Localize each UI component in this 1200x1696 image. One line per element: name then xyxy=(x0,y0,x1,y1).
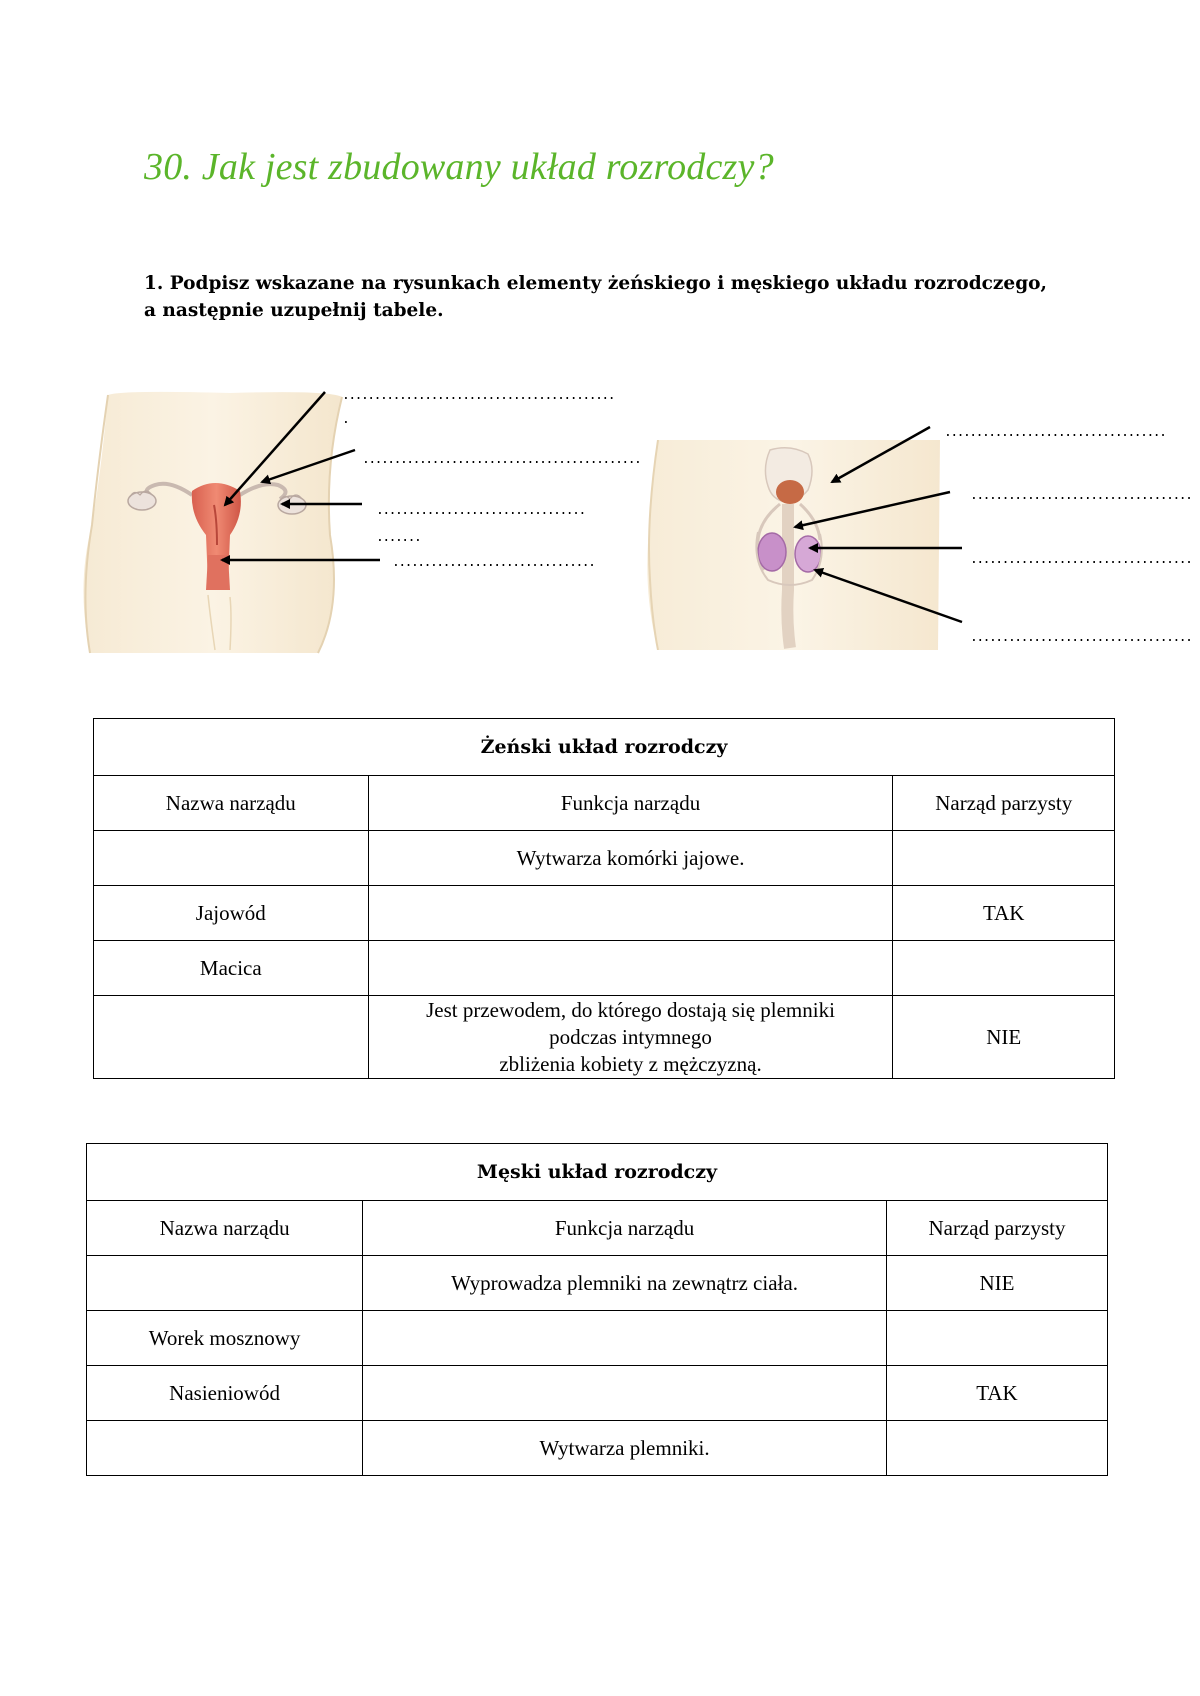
table-row xyxy=(94,886,1115,941)
table-row xyxy=(94,941,1115,996)
table-cell[interactable] xyxy=(363,1311,887,1366)
header-paired-organ: Narząd parzysty xyxy=(886,1201,1107,1256)
female-label-blank-3-cont: ....... xyxy=(376,530,421,545)
header-organ-function: Funkcja narządu xyxy=(363,1201,887,1256)
female-label-blank-2[interactable]: ............................................ xyxy=(362,452,641,467)
female-label-blank-3[interactable]: ................................. xyxy=(376,503,585,518)
cell-line: podczas intymnego xyxy=(549,1024,712,1049)
header-organ-name: Nazwa narządu xyxy=(94,776,369,831)
table-cell[interactable]: Wytwarza komórki jajowe. xyxy=(368,831,893,886)
table-cell[interactable] xyxy=(368,886,893,941)
table-cell[interactable] xyxy=(94,831,369,886)
table-cell[interactable] xyxy=(368,941,893,996)
table-cell[interactable]: Worek mosznowy xyxy=(87,1311,363,1366)
table-cell[interactable]: Jajowód xyxy=(94,886,369,941)
table-cell[interactable]: Nasieniowód xyxy=(87,1366,363,1421)
cell-line: zbliżenia kobiety z mężczyzną. xyxy=(499,1051,762,1076)
table-row xyxy=(87,1366,1108,1421)
male-label-blank-1[interactable]: ................................... xyxy=(944,425,1166,440)
female-label-blank-1-cont: . xyxy=(342,412,349,427)
header-paired-organ: Narząd parzysty xyxy=(893,776,1115,831)
table-row xyxy=(87,1421,1108,1476)
instruction-line-2: a następnie uzupełnij tabele. xyxy=(144,300,444,321)
worksheet-title: 30. Jak jest zbudowany układ rozrodczy? xyxy=(144,146,774,188)
table-cell[interactable] xyxy=(87,1421,363,1476)
table-cell[interactable]: NIE xyxy=(886,1256,1107,1311)
table-cell[interactable]: TAK xyxy=(893,886,1115,941)
header-organ-name: Nazwa narządu xyxy=(87,1201,363,1256)
table-cell[interactable]: NIE xyxy=(893,996,1115,1079)
table-cell[interactable]: Wyprowadza plemniki na zewnątrz ciała. xyxy=(363,1256,887,1311)
female-label-blank-4[interactable]: ................................ xyxy=(392,555,595,570)
cell-line: Jest przewodem, do którego dostają się plemniki xyxy=(426,997,835,1022)
male-label-blank-4[interactable]: ................................... xyxy=(970,630,1192,645)
header-organ-function: Funkcja narządu xyxy=(368,776,893,831)
table-row xyxy=(87,1311,1108,1366)
table-row xyxy=(87,1256,1108,1311)
male-organs-table xyxy=(86,1143,1108,1476)
table-cell[interactable]: Macica xyxy=(94,941,369,996)
table-cell[interactable]: TAK xyxy=(886,1366,1107,1421)
female-organs-table xyxy=(93,718,1115,1079)
table-row xyxy=(94,831,1115,886)
instruction-line-1: 1. Podpisz wskazane na rysunkach elementy żeńskiego i męskiego układu rozrodczego, xyxy=(144,273,1047,294)
male-table-caption: Męski układ rozrodczy xyxy=(87,1144,1108,1201)
exercise-instruction xyxy=(144,270,1104,324)
table-cell[interactable] xyxy=(886,1421,1107,1476)
table-cell[interactable] xyxy=(886,1311,1107,1366)
male-reproductive-illustration xyxy=(640,440,950,650)
table-cell[interactable] xyxy=(87,1256,363,1311)
female-reproductive-illustration xyxy=(80,385,370,655)
table-cell[interactable] xyxy=(363,1366,887,1421)
table-row xyxy=(94,996,1115,1079)
table-cell-multiline[interactable] xyxy=(368,996,893,1079)
table-cell[interactable] xyxy=(94,996,369,1079)
female-table-caption: Żeński układ rozrodczy xyxy=(94,719,1115,776)
male-label-blank-2[interactable]: ................................... xyxy=(970,488,1192,503)
table-cell[interactable]: Wytwarza plemniki. xyxy=(363,1421,887,1476)
table-cell[interactable] xyxy=(893,831,1115,886)
table-cell[interactable] xyxy=(893,941,1115,996)
female-label-blank-1[interactable]: ........................................... xyxy=(342,388,615,403)
male-label-blank-3[interactable]: ................................... xyxy=(970,552,1192,567)
